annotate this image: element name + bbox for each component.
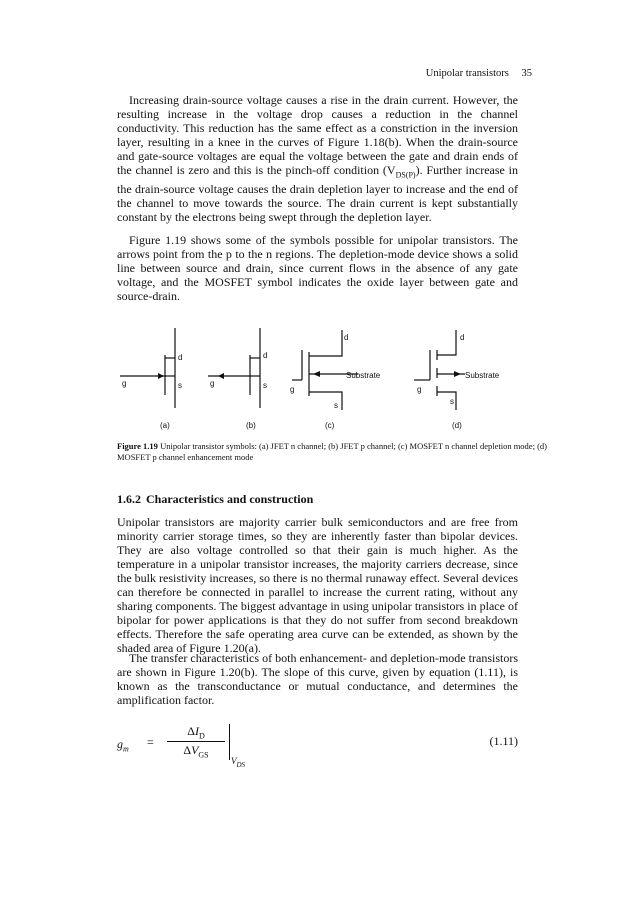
- jfet-n-channel-symbol: [120, 328, 182, 430]
- drain-label: d: [178, 353, 183, 362]
- body-paragraph: The transfer characteristics of both enhancement- and depletion-mode transistors are shown in Figure 1.20(b). The slope of this curve, given by equation (1.11), is known as the transconductance or mutual conductance, and determines the amplification factor.: [117, 651, 518, 707]
- running-header: [426, 68, 532, 79]
- jfet-p-channel-symbol: [208, 328, 267, 430]
- fraction-denominator: $\Delta V_{GS}$: [183, 743, 209, 760]
- caption-label: Figure 1.19: [117, 441, 158, 451]
- label-b: (b): [246, 421, 256, 430]
- page-number: 35: [521, 68, 532, 79]
- equation-1-11: [117, 724, 518, 774]
- running-title: Unipolar transistors: [425, 68, 509, 79]
- section-number: 1.6.2: [117, 492, 141, 506]
- fraction-numerator: $\Delta I_D$: [167, 724, 225, 742]
- section-heading: [117, 492, 313, 507]
- label-c: (c): [325, 421, 335, 430]
- transistor-symbols-figure: [110, 320, 530, 440]
- gate-label: g: [417, 385, 422, 394]
- source-label: s: [178, 381, 182, 390]
- drain-label: d: [460, 333, 465, 342]
- equation-number: (1.11): [489, 734, 518, 748]
- pinch-off-subscript: DS(P): [395, 170, 416, 180]
- label-a: (a): [160, 421, 170, 430]
- drain-label: d: [263, 351, 268, 360]
- figure-caption: [117, 441, 557, 463]
- evaluation-bar: [229, 724, 230, 760]
- fraction: [167, 724, 225, 760]
- gate-label: g: [122, 379, 127, 388]
- source-label: s: [263, 381, 267, 390]
- source-label: s: [450, 397, 454, 406]
- substrate-label: Substrate: [465, 371, 500, 380]
- body-paragraph: Increasing drain-source voltage causes a rise in the drain current. However, the resulting increase in the voltage drop causes a reduction in the channel conductivity. This reduction has the same effect as a constriction in the inversion layer, resulting in a knee in the curves of Figure 1.18(b). When the drain-source and gate-source voltages are equal the voltage between the gate and drain ends of the channel is zero and this is the pinch-off condition $(V_{DS(P)})$. Further increase in the drain-source voltage causes the drain depletion layer to increase and the end of the channel to move towards the source. The drain current is kept substantially constant by the electrons being swept through the depletion layer.: [117, 93, 518, 225]
- equals-sign: =: [147, 735, 154, 749]
- section-title: Characteristics and construction: [146, 492, 314, 506]
- drain-label: d: [344, 333, 349, 342]
- gate-label: g: [290, 385, 295, 394]
- source-label: s: [334, 401, 338, 410]
- label-d: (d): [452, 421, 462, 430]
- body-paragraph: Figure 1.19 shows some of the symbols possible for unipolar transistors. The arrows point from the p to the n regions. The depletion-mode device shows a solid line between source and drain, since current flows in the absence of any gate voltage, and the MOSFET symbol indicates the oxide layer between gate and source-drain.: [117, 233, 518, 303]
- body-paragraph: Unipolar transistors are majority carrier bulk semiconductors and are free from minority carrier storage times, so they are inherently faster than bipolar devices. They are also voltage controlled so that their gain is much higher. As the temperature in a unipolar transistor increases, the majority carriers decrease, since the bulk resistivity increases, so there is no thermal runaway effect. Several devices can therefore be connected in parallel to increase the current rating, without any sharing components. The biggest advantage in using unipolar transistors in place of bipolar for power applications is that they do not suffer from second breakdown effects. Therefore the safe operating area curve can be extended, as shown by the shaded area of Figure 1.20(a).: [117, 515, 518, 655]
- mosfet-p-enhancement-symbol: [414, 330, 500, 430]
- caption-text: Unipolar transistor symbols: (a) JFET n channel; (b) JFET p channel; (c) MOSFET n channel depletion mode; (d) MOSFET p channel enhancement mode: [117, 441, 547, 462]
- equation-lhs: $g_m$: [117, 737, 129, 754]
- mosfet-n-depletion-symbol: [290, 330, 381, 430]
- gate-label: g: [210, 379, 215, 388]
- substrate-label: Substrate: [346, 371, 381, 380]
- evaluation-subscript: $V_{DS}$: [231, 756, 246, 769]
